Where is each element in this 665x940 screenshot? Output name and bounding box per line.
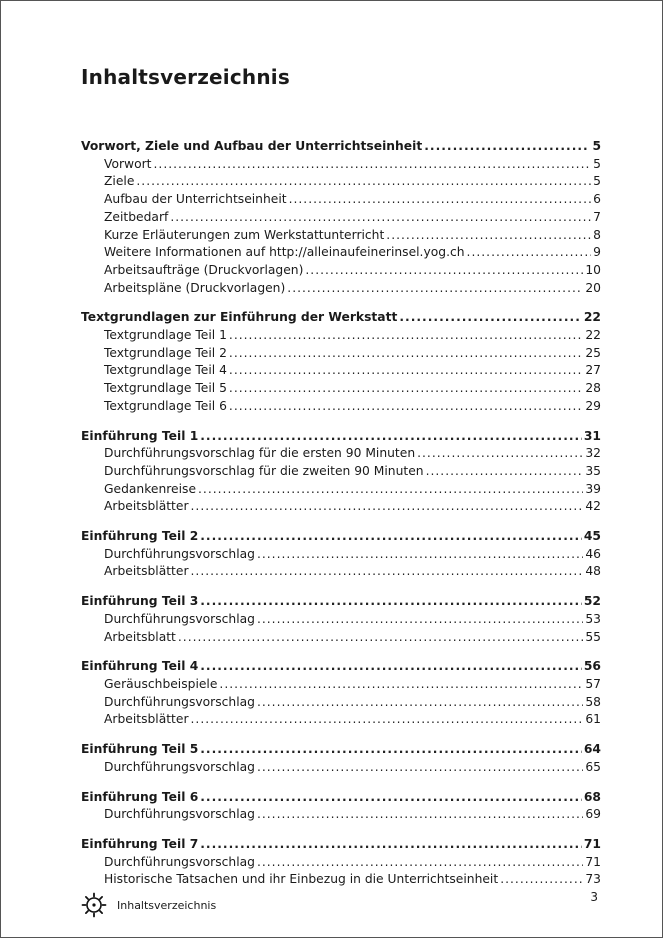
- toc-entry-page: 73: [585, 872, 601, 887]
- toc-heading: [81, 428, 601, 446]
- toc-section: [81, 528, 601, 581]
- dot-leader: [257, 694, 583, 712]
- toc-heading-title: Einführung Teil 6: [81, 789, 199, 804]
- toc-heading: [81, 836, 601, 854]
- dot-leader: [417, 445, 583, 463]
- toc-heading-page: 5: [592, 139, 601, 153]
- toc-entry: [81, 711, 601, 729]
- toc-section: [81, 836, 601, 889]
- toc-entry: [81, 209, 601, 227]
- toc-heading-page: 31: [583, 428, 601, 443]
- toc-section: [81, 741, 601, 776]
- dot-leader: [229, 362, 583, 380]
- toc-entry-page: 22: [585, 328, 601, 343]
- toc-entry-page: 7: [593, 209, 601, 224]
- toc-heading-page: 64: [583, 742, 601, 757]
- dot-leader: [200, 836, 582, 854]
- toc-entry-title: Geräuschbeispiele: [104, 676, 218, 691]
- dot-leader: [200, 789, 582, 807]
- dot-leader: [191, 498, 584, 516]
- dot-leader: [257, 854, 583, 872]
- toc-entry-page: 9: [593, 245, 601, 260]
- toc-heading-page: 22: [583, 310, 601, 325]
- toc-entry-title: Arbeitsblätter: [104, 564, 189, 579]
- toc-entry-page: 5: [593, 174, 601, 189]
- toc-entry-title: Durchführungsvorschlag: [104, 759, 255, 774]
- toc-entry: [81, 611, 601, 629]
- dot-leader: [257, 611, 583, 629]
- toc-entry: [81, 563, 601, 581]
- toc-heading: [81, 309, 601, 327]
- toc-entry-page: 20: [585, 280, 601, 295]
- toc-heading-page: 45: [583, 529, 601, 544]
- toc-entry-title: Ziele: [104, 174, 135, 189]
- toc-entry: [81, 854, 601, 872]
- dot-leader: [219, 676, 583, 694]
- toc-entry-title: Durchführungsvorschlag für die zweiten 90 Minuten: [104, 463, 424, 478]
- toc-section: [81, 593, 601, 646]
- dot-leader: [191, 563, 584, 581]
- dot-leader: [178, 629, 583, 647]
- toc-entry-page: 57: [585, 676, 601, 691]
- toc-entry-page: 25: [585, 345, 601, 360]
- toc-entry: [81, 629, 601, 647]
- toc-section: [81, 138, 601, 297]
- dot-leader: [200, 528, 582, 546]
- table-of-contents: [81, 138, 601, 901]
- toc-section: [81, 658, 601, 729]
- toc-heading-title: Textgrundlagen zur Einführung der Werkstatt: [81, 310, 398, 325]
- toc-entry-page: 8: [593, 227, 601, 242]
- toc-entry: [81, 481, 601, 499]
- page-footer: [81, 892, 216, 918]
- dot-leader: [200, 428, 582, 446]
- toc-section: [81, 789, 601, 824]
- dot-leader: [198, 481, 583, 499]
- dot-leader: [399, 309, 582, 327]
- page-title: Inhaltsverzeichnis: [81, 65, 290, 89]
- toc-entry-page: 48: [585, 564, 601, 579]
- dot-leader: [426, 463, 584, 481]
- toc-heading: [81, 741, 601, 759]
- dot-leader: [200, 741, 582, 759]
- dot-leader: [200, 593, 582, 611]
- dot-leader: [170, 209, 591, 227]
- toc-entry-title: Historische Tatsachen und ihr Einbezug in die Unterrichtseinheit: [104, 872, 499, 887]
- toc-heading-title: Einführung Teil 1: [81, 428, 199, 443]
- toc-entry-title: Kurze Erläuterungen zum Werkstattunterricht: [104, 227, 385, 242]
- toc-heading-title: Einführung Teil 2: [81, 529, 199, 544]
- toc-entry: [81, 262, 601, 280]
- toc-entry: [81, 173, 601, 191]
- dot-leader: [257, 546, 583, 564]
- toc-entry-page: 65: [585, 759, 601, 774]
- toc-entry-page: 29: [585, 398, 601, 413]
- toc-entry-title: Vorwort: [104, 156, 152, 171]
- dot-leader: [257, 759, 583, 777]
- toc-entry-title: Arbeitsblätter: [104, 499, 189, 514]
- toc-section: [81, 309, 601, 415]
- toc-section: [81, 428, 601, 517]
- toc-entry-title: Arbeitsblatt: [104, 629, 176, 644]
- toc-entry: [81, 676, 601, 694]
- toc-entry-title: Arbeitspläne (Druckvorlagen): [104, 280, 286, 295]
- toc-entry-page: 27: [585, 363, 601, 378]
- toc-heading: [81, 528, 601, 546]
- dot-leader: [287, 280, 583, 298]
- toc-entry: [81, 463, 601, 481]
- toc-entry-title: Durchführungsvorschlag für die ersten 90 Minuten: [104, 446, 416, 461]
- toc-entry-page: 42: [585, 499, 601, 514]
- toc-entry-page: 58: [585, 694, 601, 709]
- dot-leader: [424, 138, 590, 156]
- dot-leader: [229, 380, 583, 398]
- toc-entry: [81, 380, 601, 398]
- toc-heading-page: 52: [583, 594, 601, 609]
- toc-entry-title: Textgrundlage Teil 4: [104, 363, 227, 378]
- dot-leader: [200, 658, 582, 676]
- toc-heading: [81, 789, 601, 807]
- toc-entry-page: 39: [585, 481, 601, 496]
- dot-leader: [136, 173, 591, 191]
- footer-label: Inhaltsverzeichnis: [117, 898, 217, 912]
- dot-leader: [229, 398, 583, 416]
- dot-leader: [229, 345, 583, 363]
- toc-entry: [81, 244, 601, 262]
- dot-leader: [500, 871, 583, 889]
- toc-entry-title: Durchführungsvorschlag: [104, 694, 255, 709]
- toc-entry-title: Aufbau der Unterrichtseinheit: [104, 192, 287, 207]
- toc-entry: [81, 362, 601, 380]
- toc-entry: [81, 806, 601, 824]
- toc-entry-page: 10: [585, 262, 601, 277]
- toc-entry-page: 32: [585, 446, 601, 461]
- dot-leader: [154, 156, 592, 174]
- toc-entry: [81, 156, 601, 174]
- toc-heading-page: 71: [583, 836, 601, 851]
- toc-entry-title: Arbeitsaufträge (Druckvorlagen): [104, 262, 304, 277]
- toc-entry-title: Textgrundlage Teil 2: [104, 345, 227, 360]
- toc-heading-page: 56: [583, 659, 601, 674]
- dot-leader: [229, 327, 583, 345]
- toc-entry: [81, 327, 601, 345]
- toc-heading-title: Einführung Teil 3: [81, 594, 199, 609]
- toc-heading: [81, 658, 601, 676]
- dot-leader: [257, 806, 583, 824]
- toc-entry: [81, 546, 601, 564]
- toc-heading-title: Einführung Teil 4: [81, 659, 199, 674]
- toc-entry-title: Textgrundlage Teil 1: [104, 328, 227, 343]
- toc-entry: [81, 445, 601, 463]
- dot-leader: [467, 244, 592, 262]
- toc-entry-title: Durchführungsvorschlag: [104, 611, 255, 626]
- toc-entry-page: 46: [585, 546, 601, 561]
- toc-entry-page: 35: [585, 463, 601, 478]
- toc-entry-title: Zeitbedarf: [104, 209, 169, 224]
- dot-leader: [305, 262, 583, 280]
- toc-entry-title: Durchführungsvorschlag: [104, 546, 255, 561]
- toc-entry-title: Weitere Informationen auf http://alleinaufeinerinsel.yog.ch: [104, 245, 465, 260]
- dot-leader: [191, 711, 584, 729]
- toc-heading-page: 68: [583, 789, 601, 804]
- toc-entry-title: Durchführungsvorschlag: [104, 854, 255, 869]
- toc-heading-title: Einführung Teil 7: [81, 836, 199, 851]
- toc-entry: [81, 191, 601, 209]
- toc-entry: [81, 694, 601, 712]
- toc-entry-title: Textgrundlage Teil 6: [104, 398, 227, 413]
- toc-entry-page: 69: [585, 807, 601, 822]
- toc-entry-title: Gedankenreise: [104, 481, 197, 496]
- toc-heading: [81, 593, 601, 611]
- toc-entry-page: 28: [585, 381, 601, 396]
- dot-leader: [386, 227, 591, 245]
- toc-heading: [81, 138, 601, 156]
- toc-entry-title: Durchführungsvorschlag: [104, 807, 255, 822]
- toc-entry: [81, 398, 601, 416]
- toc-entry-page: 5: [593, 156, 601, 171]
- toc-entry: [81, 280, 601, 298]
- toc-heading-title: Vorwort, Ziele und Aufbau der Unterrichtseinheit: [81, 139, 423, 153]
- toc-entry: [81, 345, 601, 363]
- toc-entry: [81, 227, 601, 245]
- toc-entry: [81, 498, 601, 516]
- dot-leader: [289, 191, 592, 209]
- toc-entry-page: 55: [585, 629, 601, 644]
- toc-heading-title: Einführung Teil 5: [81, 742, 199, 757]
- toc-entry-page: 53: [585, 611, 601, 626]
- sun-gear-icon: [81, 892, 107, 918]
- toc-entry: [81, 871, 601, 889]
- toc-entry: [81, 759, 601, 777]
- toc-entry-title: Arbeitsblätter: [104, 712, 189, 727]
- toc-entry-title: Textgrundlage Teil 5: [104, 381, 227, 396]
- toc-entry-page: 61: [585, 712, 601, 727]
- toc-entry-page: 6: [593, 192, 601, 207]
- toc-entry-page: 71: [585, 854, 601, 869]
- page-number: 3: [590, 890, 598, 904]
